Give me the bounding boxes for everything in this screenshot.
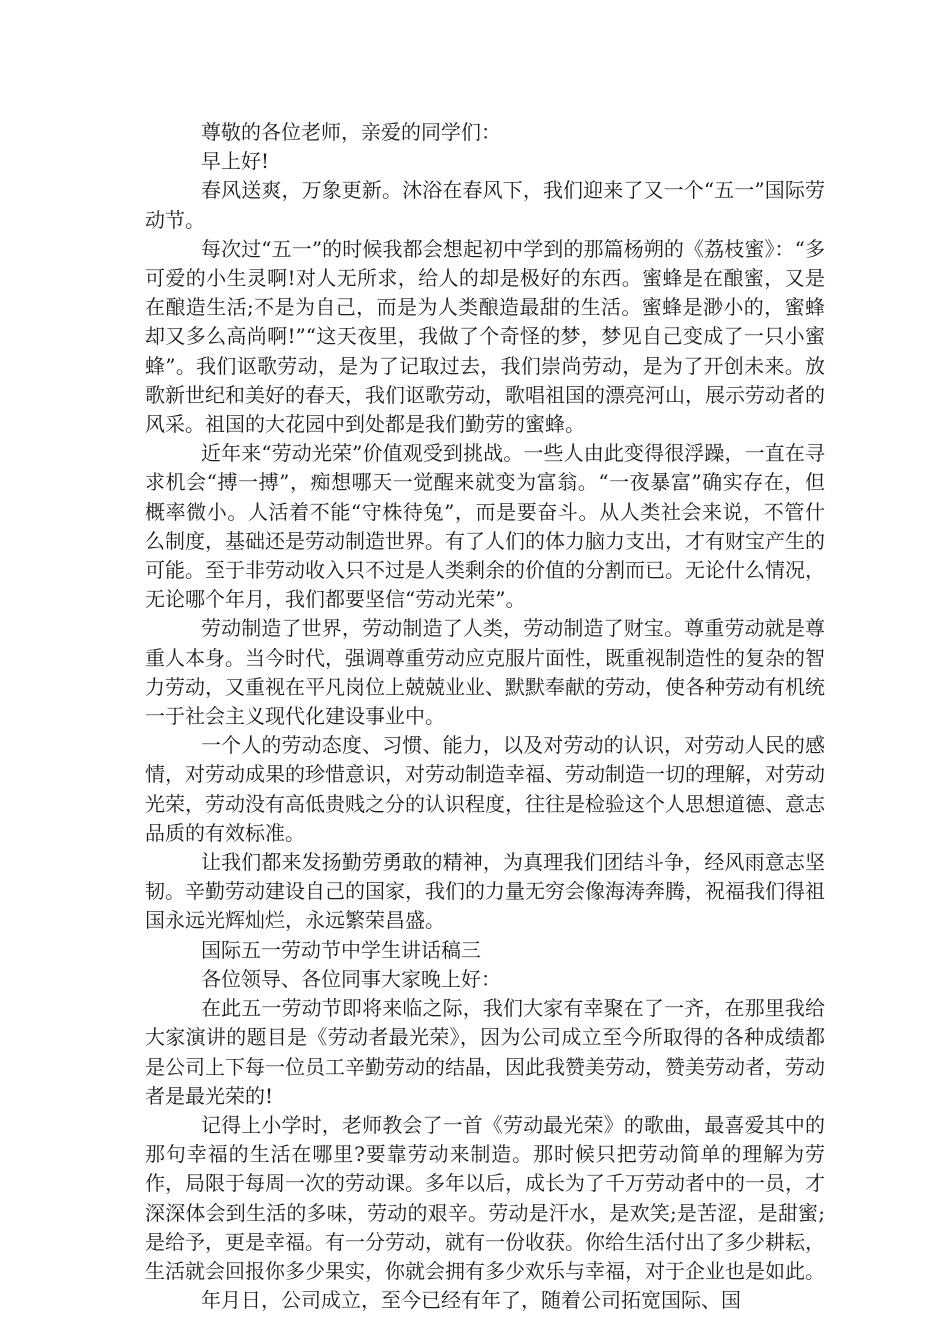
paragraph-speech-topic: 在此五一劳动节即将来临之际，我们大家有幸聚在了一齐，在那里我给大家演讲的题目是《劳动者最光荣》，因为公司成立至今所取得的各种成绩都是公司上下每一位员工辛勤劳动的结晶，因此我赞美劳动，赞美劳动者，劳动者是最光荣的! — [145, 996, 825, 1108]
paragraph-company-founding: 年月日，公司成立，至今已经有年了，随着公司拓宽国际、国 — [201, 1288, 741, 1313]
section-heading: 国际五一劳动节中学生讲话稿三 — [201, 937, 481, 962]
paragraph-carry-forward: 让我们都来发扬勤劳勇敢的精神，为真理我们团结斗争，经风雨意志坚韧。辛勤劳动建设自己的国家，我们的力量无穷会像海涛奔腾，祝福我们得祖国永远光辉灿烂，永远繁荣昌盛。 — [145, 850, 825, 933]
paragraph-childhood-song: 记得上小学时，老师教会了一首《劳动最光荣》的歌曲，最喜爱其中的那句幸福的生活在哪里?要靠劳动来制造。那时候只把劳动简单的理解为劳作，局限于每周一次的劳动课。多年以后，成长为了千万劳动者中的一员，才深深体会到生活的多味，劳动的艰辛。劳动是汗水，是欢笑;是苦涩，是甜蜜;是给予，更是幸福。有一分劳动，就有一份收获。你给生活付出了多少耕耘，生活就会回报你多少果实，你就会拥有多少欢乐与幸福，对于企业也是如此。 — [145, 1112, 825, 1283]
paragraph-greeting: 早上好! — [201, 149, 270, 174]
paragraph-evening-greeting: 各位领导、各位同事大家晚上好： — [201, 966, 501, 991]
paragraph-labor-created-world: 劳动制造了世界，劳动制造了人类，劳动制造了财宝。尊重劳动就是尊重人本身。当今时代，强调尊重劳动应克服片面性，既重视制造性的复杂的智力劳动，又重视在平凡岗位上兢兢业业、默默奉献的劳动，使各种劳动有机统一于社会主义现代化建设事业中。 — [145, 616, 825, 729]
paragraph-labor-attitude: 一个人的劳动态度、习惯、能力，以及对劳动的认识，对劳动人民的感情，对劳动成果的珍惜意识，对劳动制造幸福、劳动制造一切的理解，对劳动光荣，劳动没有高低贵贱之分的认识程度，往往是检验这个人思想道德、意志品质的有效标准。 — [145, 733, 825, 845]
document-page — [145, 118, 825, 1315]
paragraph-salutation: 尊敬的各位老师，亲爱的同学们： — [201, 120, 501, 144]
paragraph-labor-glory: 近年来“劳动光荣”价值观受到挑战。一些人由此变得很浮躁，一直在寻求机会“搏一搏”，痴想哪天一觉醒来就变为富翁。“一夜暴富”确实存在，但概率微小。人活着不能“守株待兔”，而是要奋斗。从人类社会来说，不管什么制度，基础还是劳动制造世界。有了人们的体力脑力支出，才有财宝产生的可能。至于非劳动收入只不过是人类剩余的价值的分割而已。无论什么情况，无论哪个年月，我们都要坚信“劳动光荣”。 — [145, 441, 825, 612]
paragraph-spring: 春风送爽，万象更新。沐浴在春风下，我们迎来了又一个“五一”国际劳动节。 — [145, 178, 825, 232]
paragraph-litchi-honey: 每次过“五一”的时候我都会想起初中学到的那篇杨朔的《荔枝蜜》：“多可爱的小生灵啊!对人无所求，给人的却是极好的东西。蜜蜂是在酿蜜，又是在酿造生活;不是为自己，而是为人类酿造最甜的生活。蜜蜂是渺小的，蜜蜂却又多么高尚啊!”“这天夜里，我做了个奇怪的梦，梦见自己变成了一只小蜜蜂”。我们讴歌劳动，是为了记取过去，我们崇尚劳动，是为了开创未来。放歌新世纪和美好的春天，我们讴歌劳动，歌唱祖国的漂亮河山，展示劳动者的风采。祖国的大花园中到处都是我们勤劳的蜜蜂。 — [145, 236, 825, 437]
